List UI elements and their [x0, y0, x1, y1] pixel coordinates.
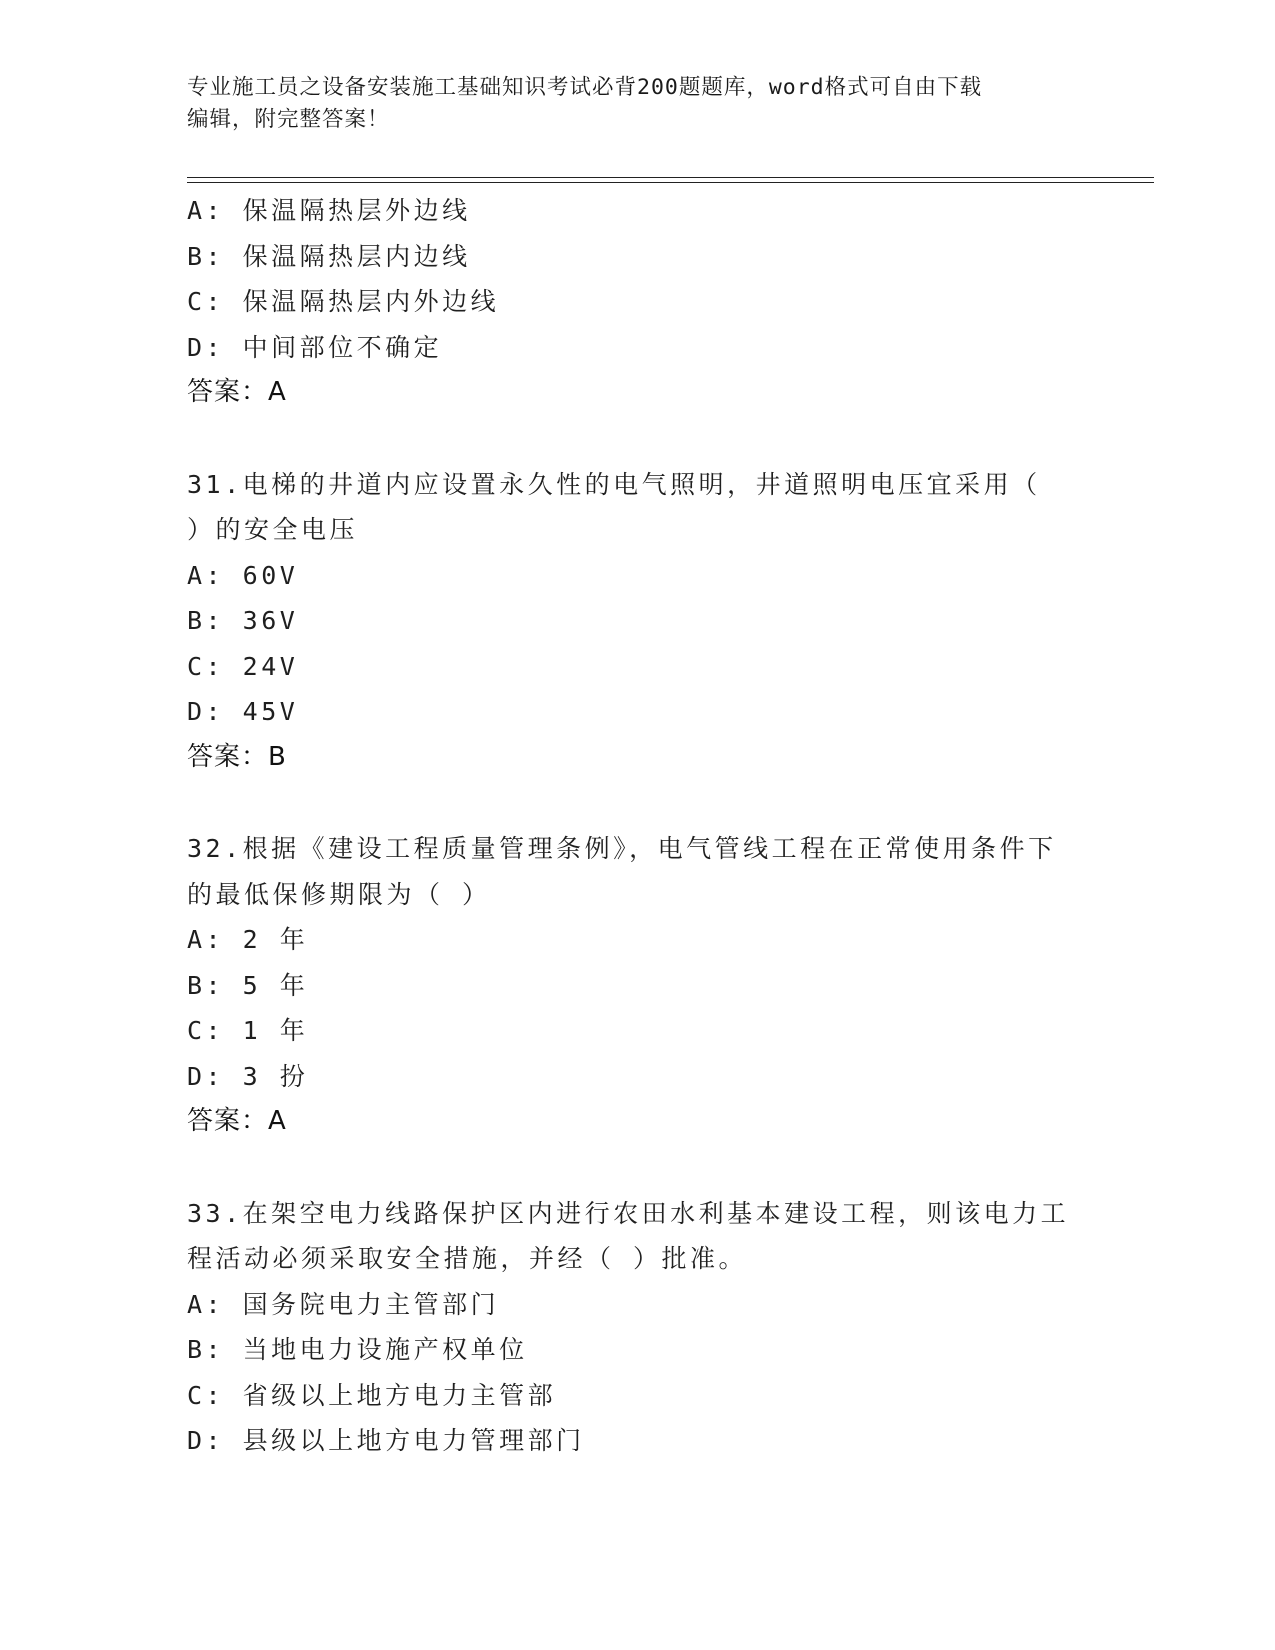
answer-line: 答案：A [187, 377, 287, 407]
question-stem-line-2: ）的安全电压 [187, 515, 359, 544]
spacer [187, 416, 1087, 462]
option-c: C: 省级以上地方电力主管部 [187, 1380, 557, 1410]
header-title-line-1: 专业施工员之设备安装施工基础知识考试必背200题题库，word格式可自由下载 [187, 75, 983, 100]
question-stem-line-2: 的最低保修期限为（ ） [187, 879, 491, 909]
spacer [187, 780, 1087, 826]
option-b: B: 5 年 [187, 970, 309, 1000]
option-a: A: 2 年 [187, 925, 309, 954]
spacer [187, 1145, 1087, 1191]
document-header [187, 72, 1067, 136]
header-title-line-2: 编辑，附完整答案！ [187, 107, 390, 132]
option-d: D: 中间部位不确定 [187, 332, 443, 362]
question-block-31 [187, 462, 1087, 781]
question-block-prev [187, 188, 1087, 416]
option-d: D: 县级以上地方电力管理部门 [187, 1426, 585, 1455]
question-block-33 [187, 1191, 1087, 1464]
question-stem-line-1: 32.根据《建设工程质量管理条例》，电气管线工程在正常使用条件下 [187, 834, 1057, 863]
header-divider-bottom [187, 182, 1154, 183]
option-d: D: 3 扮 [187, 1061, 309, 1091]
option-c: C: 1 年 [187, 1016, 309, 1045]
option-b: B: 36V [187, 606, 299, 635]
question-block-32 [187, 826, 1087, 1145]
question-stem-line-1: 33.在架空电力线路保护区内进行农田水利基本建设工程，则该电力工 [187, 1198, 1070, 1228]
question-stem-line-1: 31.电梯的井道内应设置永久性的电气照明，井道照明电压宜采用（ [187, 469, 1041, 499]
option-c: C: 保温隔热层内外边线 [187, 287, 500, 316]
header-divider-top [187, 177, 1154, 178]
question-stem-line-2: 程活动必须采取安全措施，并经（ ）批准。 [187, 1244, 748, 1273]
option-c: C: 24V [187, 651, 299, 681]
option-a: A: 保温隔热层外边线 [187, 196, 471, 225]
option-a: A: 60V [187, 560, 299, 590]
option-b: B: 当地电力设施产权单位 [187, 1335, 528, 1364]
answer-line: 答案：B [187, 741, 287, 772]
question-list [187, 188, 1087, 1464]
answer-line: 答案：A [187, 1106, 287, 1136]
option-a: A: 国务院电力主管部门 [187, 1289, 500, 1319]
option-d: D: 45V [187, 697, 299, 726]
option-b: B: 保温隔热层内边线 [187, 241, 471, 271]
